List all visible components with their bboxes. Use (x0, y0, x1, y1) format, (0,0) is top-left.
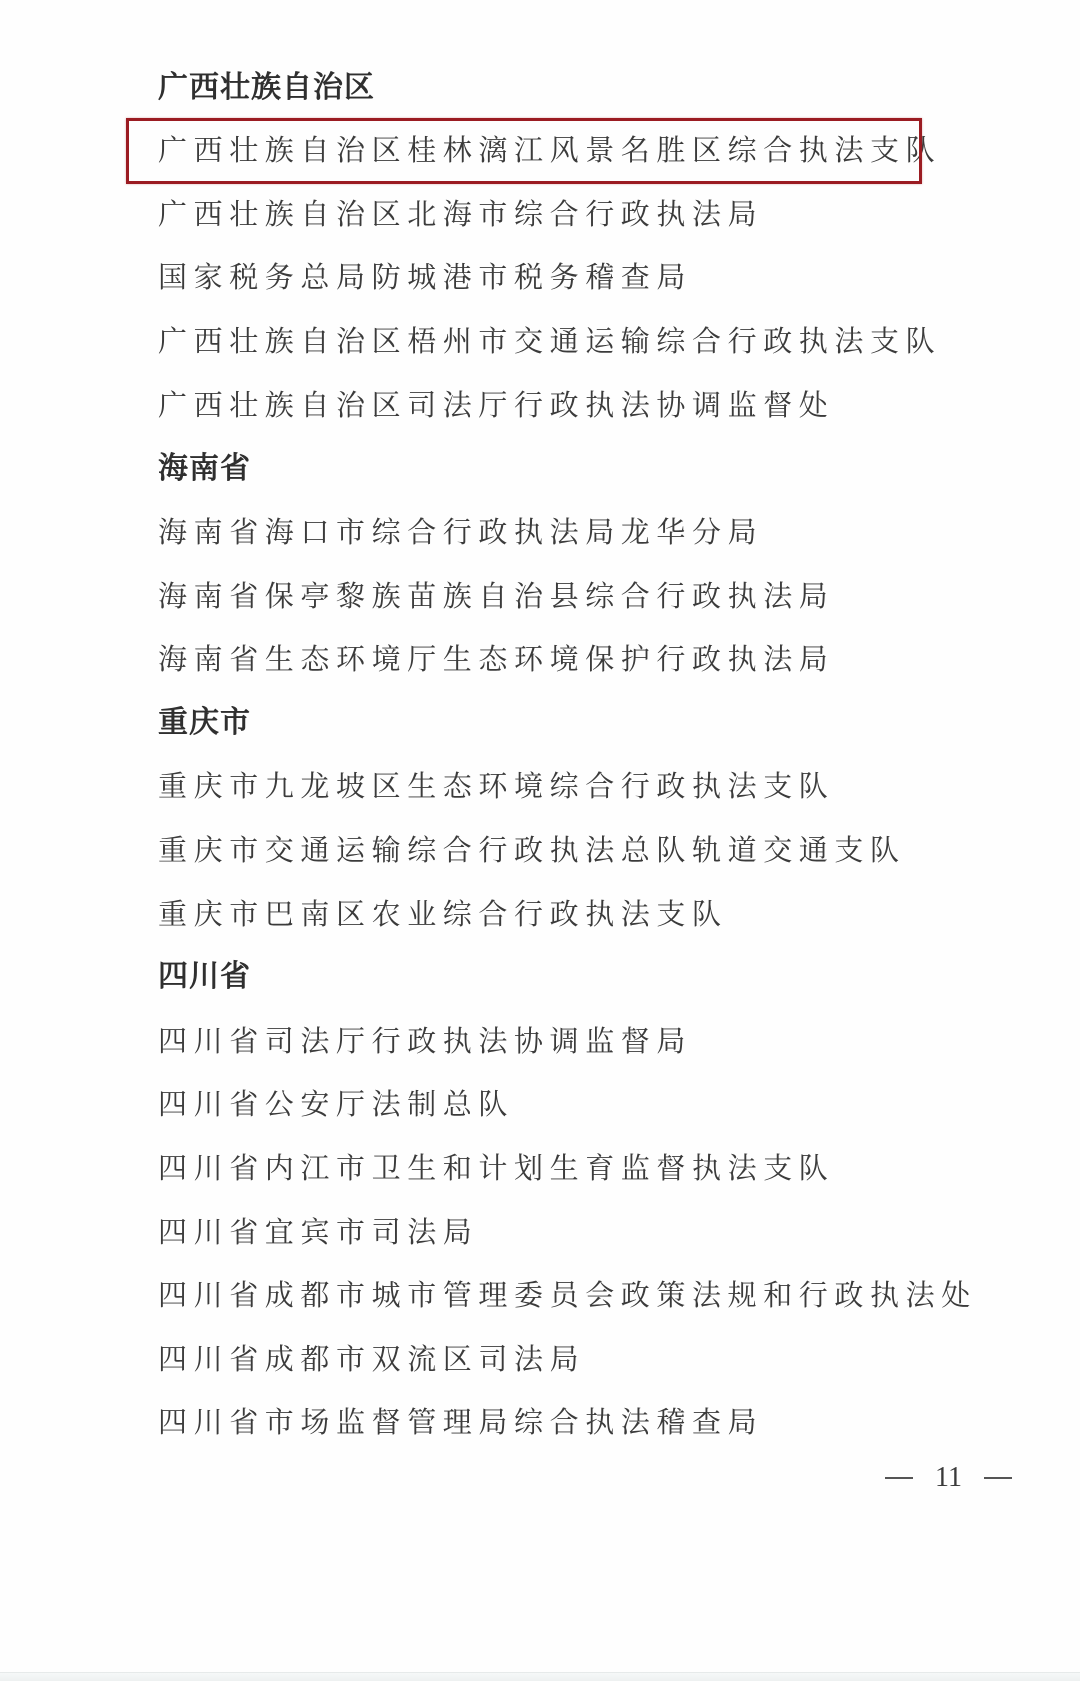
section-heading-hainan: 海南省 (158, 451, 251, 486)
list-item: 重庆市九龙坡区生态环境综合行政执法支队 (158, 769, 835, 803)
list-item: 海南省海口市综合行政执法局龙华分局 (158, 515, 764, 549)
list-item: 四川省宜宾市司法局 (158, 1215, 479, 1249)
list-item: 广西壮族自治区司法厅行政执法协调监督处 (158, 388, 835, 422)
list-item: 四川省司法厅行政执法协调监督局 (158, 1024, 693, 1058)
list-item: 海南省生态环境厅生态环境保护行政执法局 (158, 642, 835, 676)
list-item: 重庆市巴南区农业综合行政执法支队 (158, 897, 728, 931)
list-item: 四川省内江市卫生和计划生育监督执法支队 (158, 1151, 835, 1185)
dash-left (885, 1477, 913, 1479)
list-item: 四川省公安厅法制总队 (158, 1087, 515, 1121)
section-heading-guangxi: 广西壮族自治区 (158, 70, 375, 105)
list-item: 重庆市交通运输综合行政执法总队轨道交通支队 (158, 833, 906, 867)
list-item: 四川省成都市双流区司法局 (158, 1342, 586, 1376)
section-heading-sichuan: 四川省 (158, 959, 251, 994)
list-item: 广西壮族自治区梧州市交通运输综合行政执法支队 (158, 324, 942, 358)
list-item: 四川省成都市城市管理委员会政策法规和行政执法处 (158, 1278, 977, 1312)
list-item: 国家税务总局防城港市税务稽查局 (158, 260, 693, 294)
list-item: 四川省市场监督管理局综合执法稽查局 (158, 1405, 764, 1439)
list-item-highlighted: 广西壮族自治区桂林漓江风景名胜区综合执法支队 (158, 133, 942, 167)
page-number (885, 1458, 1012, 1498)
list-item: 广西壮族自治区北海市综合行政执法局 (158, 197, 764, 231)
dash-right (984, 1477, 1012, 1479)
page-number-value: 11 (935, 1462, 962, 1493)
list-item: 海南省保亭黎族苗族自治县综合行政执法局 (158, 579, 835, 613)
section-heading-chongqing: 重庆市 (158, 705, 251, 740)
